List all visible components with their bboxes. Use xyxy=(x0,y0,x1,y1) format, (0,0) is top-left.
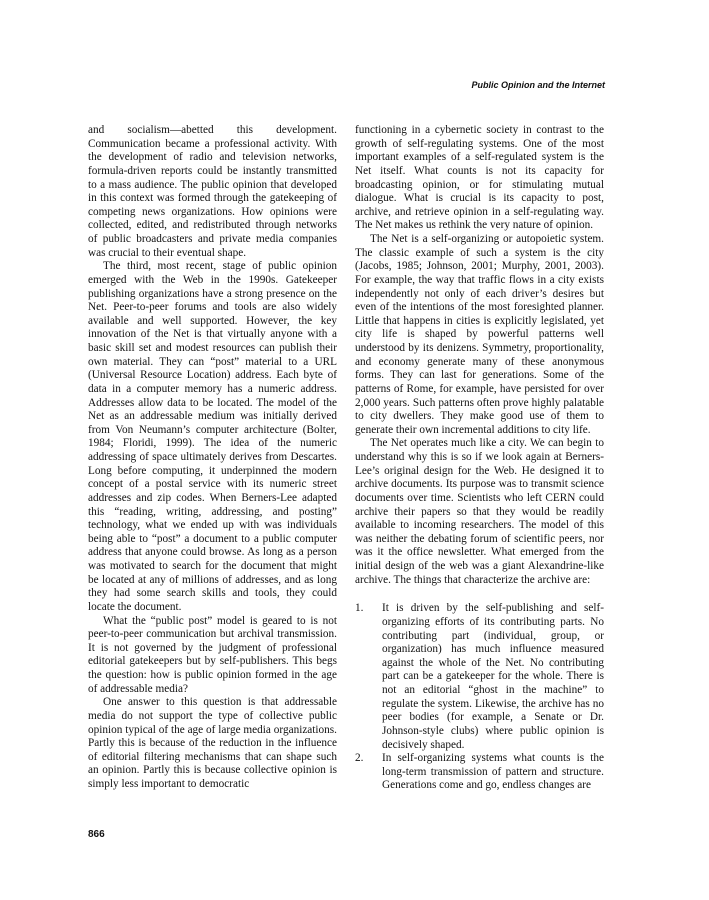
body-paragraph: What the “public post” model is geared to is not peer-to-peer communication but archival transmission. It is not governed by the judgment of professional editorial gatekeepers but by self-publishers. This begs the question: how is public opinion formed in the age of addressable media? xyxy=(88,614,337,695)
body-paragraph: The Net operates much like a city. We can begin to understand why this is so if we look again at Berners-Lee’s original design for the Web. He designed it to archive documents. Its purpose was to transmit science documents over time. Scientists who left CERN could archive their papers so that they would be readily available to incoming researchers. The model of this was neither the debating forum of scientific peers, nor was it the office newsletter. What emerged from the initial design of the web was a giant Alexandrine-like archive. The things that characterize the archive are: xyxy=(355,437,604,586)
right-column xyxy=(355,124,604,793)
body-paragraph: and socialism—abetted this development. Communication became a professional activity. With the development of radio and television networks, formula-driven reports could be instantly transmitted to a mass audience. The public opinion that developed in this context was formed through the gatekeeping of competing news organizations. How opinions were collected, edited, and redistributed through networks of public broadcasters and private media companies was crucial to their eventual shape. xyxy=(88,124,337,259)
list-number: 1. xyxy=(355,602,364,615)
body-paragraph: functioning in a cybernetic society in contrast to the growth of self-regulating systems. One of the most important examples of a self-regulated system is the Net itself. What counts is not its capacity for broadcasting opinion, or for stimulating mutual dialogue. What is crucial is its capacity to post, archive, and retrieve opinion in a self-regulating way. The Net makes us rethink the very nature of opinion. xyxy=(355,124,604,232)
list-item xyxy=(355,752,604,793)
page-number: 866 xyxy=(88,829,105,840)
body-paragraph: The Net is a self-organizing or autopoietic system. The classic example of such a system is the city (Jacobs, 1985; Johnson, 2001; Murphy, 2001, 2003). For example, the way that traffic flows in a city exists independently not only of each driver’s desires but even of the intentions of the most foresighted planner. Little that happens in cities is explicitly legislated, yet city life is shaped by powerful patterns well understood by its denizens. Symmetry, proportionality, and economy generate many of these anonymous forms. They can last for generations. Some of the patterns of Rome, for example, have persisted for over 2,000 years. Such patterns often prove highly palatable to city dwellers. They make good use of them to generate their own incremental additions to city life. xyxy=(355,233,604,436)
numbered-list xyxy=(355,602,604,793)
running-head: Public Opinion and the Internet xyxy=(471,80,605,90)
body-paragraph: One answer to this question is that addressable media do not support the type of collective public opinion typical of the age of large media organizations. Partly this is because of the reduction in the influence of editorial filtering mechanisms that can shape such an opinion. Partly this is because collective opinion is simply less important to democratic xyxy=(88,696,337,790)
body-paragraph: The third, most recent, stage of public opinion emerged with the Web in the 1990s. Gatekeeper publishing organizations have a strong presence on the Net. Peer-to-peer forums and tools are also widely available and well supported. However, the key innovation of the Net is that virtually anyone with a basic skill set and modest resources can publish their own material. They can “post” material to a URL (Universal Resource Location) address. Each byte of data in a computer memory has a numeric address. Addresses allow data to be located. The model of the Net as an addressable medium was initially derived from Von Neumann’s computer architecture (Bolter, 1984; Floridi, 1999). The idea of the numeric addressing of space ultimately derives from Descartes. Long before computing, it underpinned the modern concept of a postal service with its numeric street addresses and zip codes. When Berners-Lee adapted this “reading, writing, addressing, and posting” technology, what we ended up with was individuals being able to “post” a document to a public computer address that anyone could browse. As long as a person was motivated to search for the document that might be located at any of millions of addresses, and as long they had some search skills and tools, they could locate the document. xyxy=(88,260,337,613)
list-item xyxy=(355,602,604,752)
list-item-text: In self-organizing systems what counts is the long-term transmission of pattern and structure. Generations come and go, endless changes are xyxy=(382,752,604,792)
list-number: 2. xyxy=(355,752,364,765)
list-item-text: It is driven by the self-publishing and self-organizing efforts of its contributing parts. No contributing part (individual, group, or organization) has much influence measured against the whole of the Net. No contributing part can be a gatekeeper for the whole. There is not an editorial “ghost in the machine” to regulate the system. Likewise, the archive has no peer bodies (for example, a Senate or Dr. Johnson-style clubs) where public opinion is decisively shaped. xyxy=(382,602,604,751)
left-column xyxy=(88,124,337,792)
